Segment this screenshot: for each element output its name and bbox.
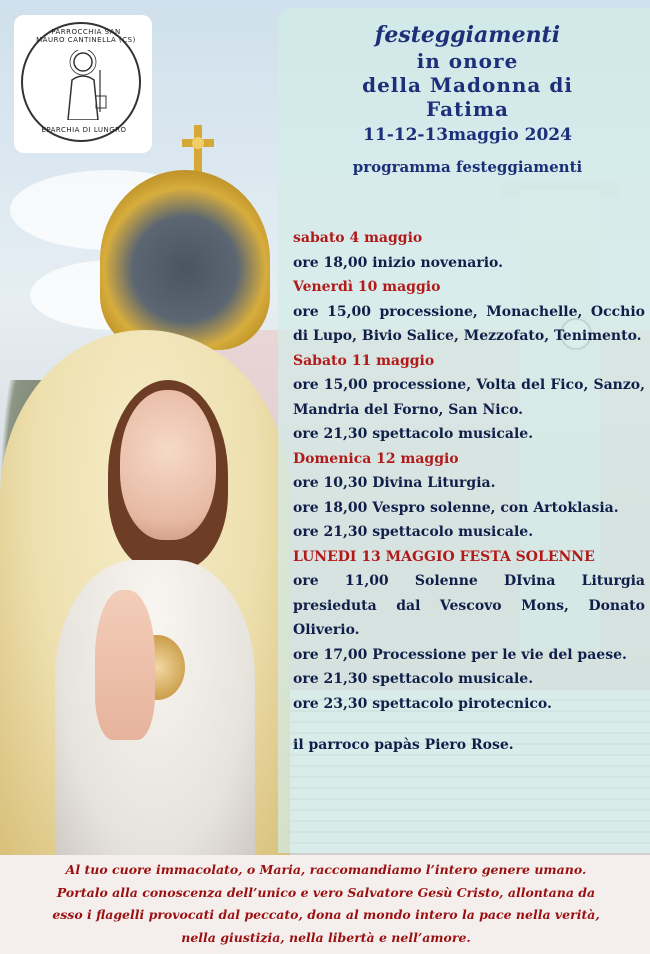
saint-icon [58,50,108,120]
day-heading: LUNEDI 13 MAGGIO FESTA SOLENNE [293,548,595,565]
program-item: ore 21,30 spettacolo musicale. [293,524,534,540]
prayer-text [6,859,646,949]
program-item: ore 21,30 spettacolo musicale. [293,426,534,442]
poster-title: festeggiamenti [374,22,561,48]
title-line-1: in onore [416,49,519,73]
face [120,390,216,540]
title-line-2: della Madonna di [362,73,573,97]
program-item: ore 23,30 spettacolo pirotecnico. [293,695,552,712]
poster-header [290,22,645,177]
prayer-line: Al tuo cuore immacolato, o Maria, raccomandiamo l’intero genere umano. [65,862,587,877]
program-item: ore 15,00 processione, Monachelle, Occhio di Lupo, Bivio Salice, Mezzofato, Tenimento. [293,303,645,344]
praying-hands [95,590,155,740]
day-heading: Domenica 12 maggio [293,450,459,467]
program-item: ore 18,00 Vespro solenne, con Artoklasia. [293,499,619,516]
program-subtitle: programma festeggiamenti [352,158,583,176]
day-heading: Sabato 11 maggio [293,352,435,369]
program-item: ore 18,00 inizio novenario. [293,254,503,271]
prayer-line: nella giustizia, nella libertà e nell’amore. [181,929,471,945]
program-item: ore 17,00 Processione per le vie del paese. [293,646,627,663]
day-heading: Venerdì 10 maggio [293,279,441,295]
prayer-line: esso i flagelli provocati dal peccato, dona al mondo intero la pace nella verità, [52,907,600,922]
prayer-line: Portalo alla conoscenza dell’unico e vero Salvatore Gesù Cristo, allontana da [56,884,596,900]
day-heading: sabato 4 maggio [293,230,423,246]
crown-cross-icon [178,125,218,175]
logo-eparchy-name: EPARCHIA DI LUNGRO [41,126,127,134]
program-item: ore 15,00 processione, Volta del Fico, Sanzo, Mandria del Forno, San Nico. [293,377,645,418]
program-item: ore 11,00 Solenne DIvina Liturgia presieduta dal Vescovo Mons, Donato Oliverio. [293,573,645,638]
program-list [293,226,645,758]
program-item: ore 21,30 spettacolo musicale. [293,671,534,687]
golden-crown [100,170,270,350]
parish-logo [14,15,152,153]
parish-priest-signature: il parroco papàs Piero Rose. [293,737,514,753]
event-dates: 11-12-13maggio 2024 [363,125,572,145]
title-line-3: Fatima [425,97,510,121]
white-dress [55,560,255,855]
program-item: ore 10,30 Divina Liturgia. [293,475,496,491]
logo-parish-name: PARROCCHIA SAN MAURO CANTINELLA (CS) [36,28,136,44]
